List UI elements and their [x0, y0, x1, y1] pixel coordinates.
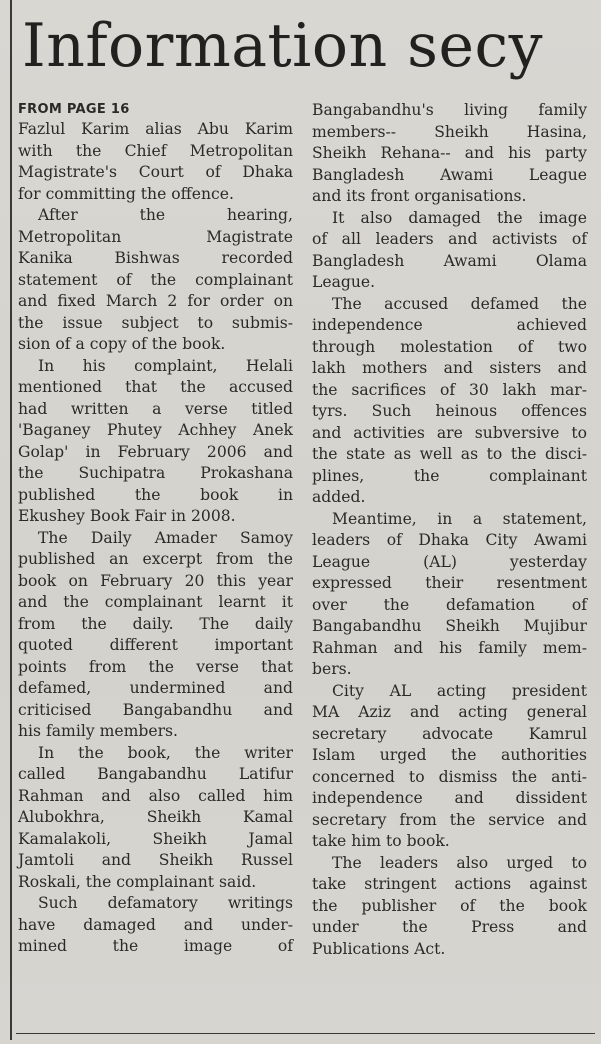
text-line: of all leaders and activists of	[312, 230, 587, 248]
paragraph	[312, 294, 587, 509]
text-line: the Suchipatra Prokashana	[18, 464, 293, 482]
paragraph	[18, 119, 293, 205]
text-line: independence achieved	[312, 316, 587, 334]
column-rule	[10, 0, 12, 1040]
text-line: Rahman and also called him	[18, 786, 293, 805]
text-line: League (AL) yesterday	[312, 552, 587, 571]
text-line: Kamalakoli, Sheikh Jamal	[18, 829, 293, 848]
left-column	[18, 100, 293, 958]
text-line: statement of the complainant	[18, 270, 293, 289]
text-line: had written a verse titled	[18, 399, 293, 418]
paragraph	[18, 743, 293, 894]
text-line: the state as well as to the disci-	[312, 445, 587, 463]
text-line: Golap' in February 2006 and	[18, 442, 293, 461]
text-line: 'Baganey Phutey Achhey Anek	[18, 421, 293, 439]
text-line: Such defamatory writings	[38, 894, 293, 912]
text-line: Bangabandhu's living family	[312, 101, 587, 119]
paragraph	[18, 893, 293, 958]
text-line: Bangladesh Awami Olama	[312, 251, 587, 270]
text-line: mentioned that the accused	[18, 378, 293, 396]
text-line: book on February 20 this year	[18, 571, 293, 590]
text-line: mined the image of	[18, 937, 293, 955]
paragraph	[18, 528, 293, 743]
text-line: the sacrifices of 30 lakh mar-	[312, 380, 587, 399]
headline: Information secy	[22, 11, 543, 81]
paragraph	[18, 205, 293, 356]
text-line: Bangabandhu Sheikh Mujibur	[312, 617, 587, 635]
text-line: and its front organisations.	[312, 187, 527, 205]
text-line: Jamtoli and Sheikh Russel	[18, 851, 293, 869]
text-line: secretary from the service and	[312, 810, 587, 829]
text-line: for committing the offence.	[18, 184, 234, 203]
text-line: Bangladesh Awami League	[312, 165, 587, 184]
paragraph	[312, 100, 587, 208]
text-line: over the defamation of	[312, 595, 587, 614]
text-line: Metropolitan Magistrate	[18, 227, 293, 246]
text-line: bers.	[312, 660, 352, 678]
text-line: expressed their resentment	[312, 574, 587, 592]
text-line: the issue subject to submis-	[18, 313, 293, 332]
text-line: independence and dissident	[312, 789, 587, 807]
text-line: quoted different important	[18, 636, 293, 654]
text-line: Rahman and his family mem-	[312, 638, 587, 657]
text-line: The accused defamed the	[332, 294, 587, 313]
text-line: Ekushey Book Fair in 2008.	[18, 507, 236, 525]
text-line: After the hearing,	[38, 206, 293, 224]
text-line: Alubokhra, Sheikh Kamal	[18, 808, 293, 826]
text-line: Magistrate's Court of Dhaka	[18, 163, 293, 181]
paragraph	[312, 208, 587, 294]
text-line: It also damaged the image	[332, 208, 587, 227]
text-line: and fixed March 2 for order on	[18, 292, 293, 310]
text-line: League.	[312, 273, 376, 291]
text-line: defamed, undermined and	[18, 679, 293, 697]
paragraph	[312, 853, 587, 961]
text-line: Publications Act.	[312, 939, 446, 958]
text-line: take stringent actions against	[312, 875, 587, 893]
text-line: criticised Bangabandhu and	[18, 700, 293, 719]
text-line: lakh mothers and sisters and	[312, 359, 587, 377]
right-column	[312, 100, 587, 960]
text-line: his family members.	[18, 722, 179, 740]
text-line: Sheikh Rehana-- and his party	[312, 144, 587, 162]
text-line: plines, the complainant	[312, 466, 587, 485]
text-line: Islam urged the authorities	[312, 746, 587, 764]
text-line: under the Press and	[312, 918, 587, 936]
text-line: called Bangabandhu Latifur	[18, 765, 293, 783]
text-line: members-- Sheikh Hasina,	[312, 122, 587, 141]
text-line: have damaged and under-	[18, 915, 293, 934]
text-line: secretary advocate Kamrul	[312, 724, 587, 743]
text-line: sion of a copy of the book.	[18, 335, 226, 353]
text-line: Kanika Bishwas recorded	[18, 249, 293, 267]
text-line: MA Aziz and acting general	[312, 703, 587, 721]
text-line: from the daily. The daily	[18, 614, 293, 633]
text-line: tyrs. Such heinous offences	[312, 402, 587, 420]
text-line: published an excerpt from the	[18, 550, 293, 568]
text-line: points from the verse that	[18, 657, 293, 676]
paragraph	[18, 356, 293, 528]
text-line: through molestation of two	[312, 337, 587, 356]
text-line: published the book in	[18, 485, 293, 504]
paragraph	[312, 509, 587, 681]
text-line: leaders of Dhaka City Awami	[312, 531, 587, 549]
text-line: concerned to dismiss the anti-	[312, 767, 587, 786]
bottom-rule	[16, 1033, 595, 1034]
text-line: and activities are subversive to	[312, 423, 587, 442]
paragraph	[312, 681, 587, 853]
text-line: with the Chief Metropolitan	[18, 141, 293, 160]
text-line: In the book, the writer	[38, 743, 293, 762]
text-line: Roskali, the complainant said.	[18, 872, 257, 891]
text-line: added.	[312, 488, 366, 506]
text-line: In his complaint, Helali	[38, 356, 293, 375]
text-line: take him to book.	[312, 832, 450, 850]
text-line: and the complainant learnt it	[18, 593, 293, 611]
text-line: The Daily Amader Samoy	[38, 528, 293, 547]
text-line: Meantime, in a statement,	[332, 509, 587, 528]
kicker-from-page: FROM PAGE 16	[18, 102, 130, 117]
text-line: the publisher of the book	[312, 896, 587, 915]
text-line: Fazlul Karim alias Abu Karim	[18, 120, 293, 138]
text-line: City AL acting president	[332, 681, 587, 700]
text-line: The leaders also urged to	[332, 853, 587, 872]
